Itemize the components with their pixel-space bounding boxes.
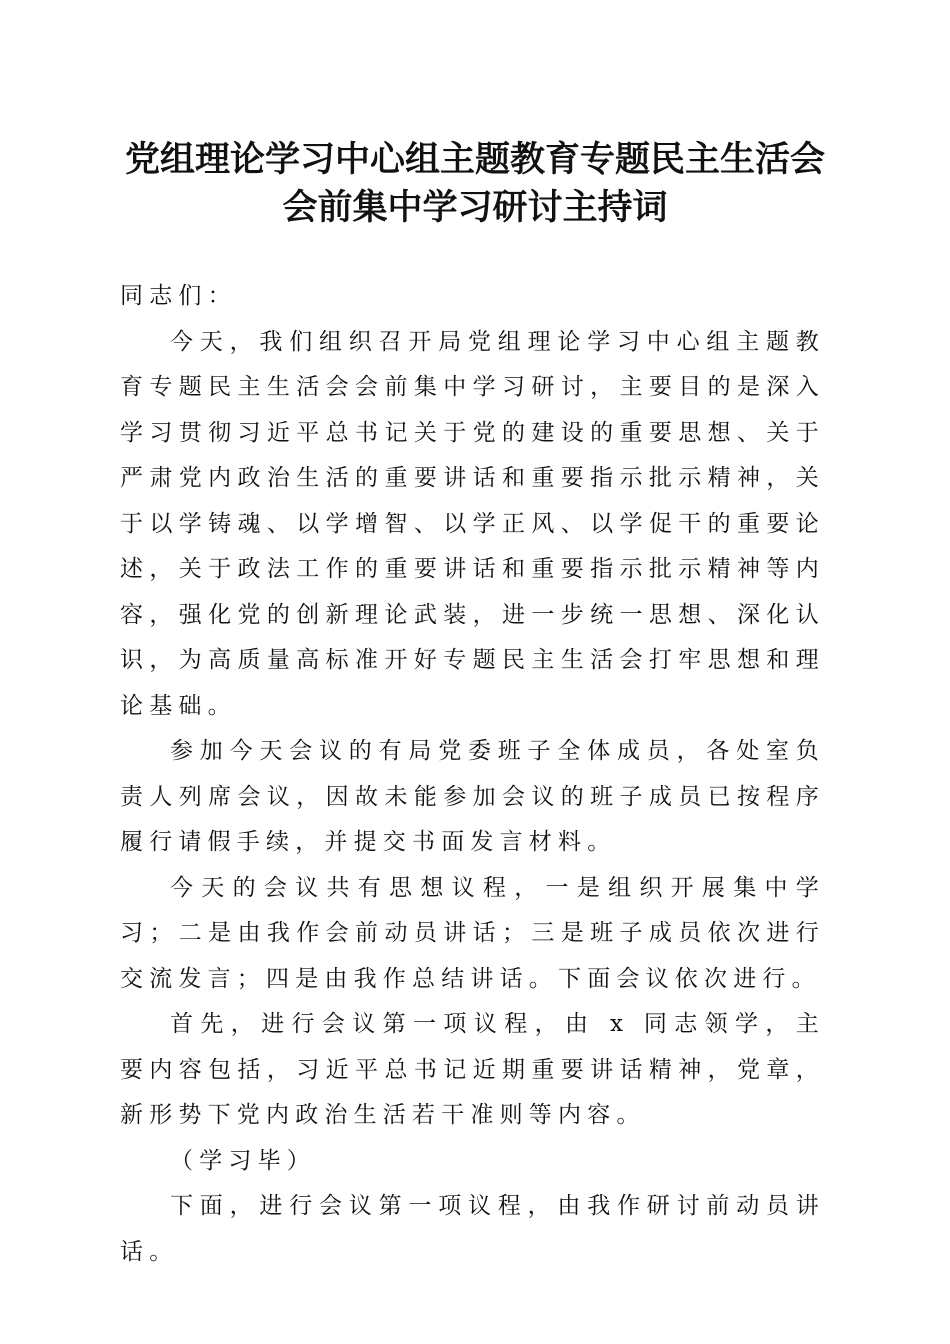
paragraph-agenda: 今天的会议共有思想议程，一是组织开展集中学习；二是由我作会前动员讲话；三是班子成员依次进行交流发言；四是由我作总结讲话。下面会议依次进行。 — [120, 874, 825, 992]
document-title-line-1: 党组理论学习中心组主题教育专题民主生活会 — [124, 140, 825, 180]
document-title-line-2: 会前集中学习研讨主持词 — [282, 188, 668, 228]
paragraph-purpose: 今天，我们组织召开局党组理论学习中心组主题教育专题民主生活会会前集中学习研讨，主要目的是深入学习贯彻习近平总书记关于党的建设的重要思想、关于严肃党内政治生活的重要讲话和重要指示批示精神，关于以学铸魂、以学增智、以学正风、以学促干的重要论述，关于政法工作的重要讲话和重要指示批示精神等内容，强化党的创新理论武装，进一步统一思想、深化认识，为高质量高标准开好专题民主生活会打牢思想和理论基础。 — [120, 328, 825, 719]
paragraph-attendees: 参加今天会议的有局党委班子全体成员，各处室负责人列席会议，因故未能参加会议的班子成员已按程序履行请假手续，并提交书面发言材料。 — [120, 738, 825, 855]
study-finished-note: （学习毕） — [170, 1147, 316, 1174]
paragraph-next-item: 下面，进行会议第一项议程，由我作研讨前动员讲话。 — [120, 1193, 825, 1265]
salutation: 同志们： — [120, 283, 237, 309]
document-body — [120, 274, 825, 1275]
paragraph-first-item: 首先，进行会议第一项议程，由 x 同志领学，主要内容包括，习近平总书记近期重要讲话精神，党章，新形势下党内政治生活若干准则等内容。 — [120, 1011, 825, 1128]
